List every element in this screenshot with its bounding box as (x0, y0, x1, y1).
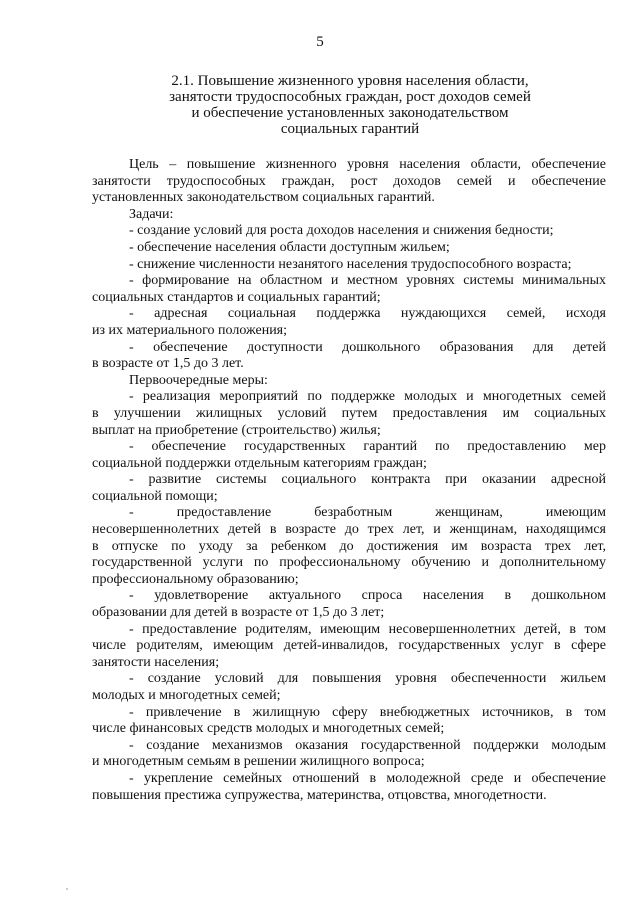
body-line: в возрасте от 1,5 до 3 лет. (92, 356, 244, 372)
section-title (150, 73, 550, 137)
body-line: занятости населения; (92, 654, 220, 670)
body-line: занятости трудоспособных граждан, рост доходов семей и обеспечение (92, 173, 606, 189)
body-line: - формирование на областном и местном уровнях системы минимальных (129, 273, 606, 289)
section-title-line: занятости трудоспособных граждан, рост доходов семей (169, 89, 531, 105)
body-line: - обеспечение государственных гарантий по предоставлению мер (129, 439, 606, 455)
section-title-line: и обеспечение установленных законодательством (191, 105, 509, 121)
body-line: образовании для детей в возрасте от 1,5 до 3 лет; (92, 605, 385, 621)
scan-speck (66, 888, 68, 890)
body-line: в улучшении жилищных условий путем предоставления им социальных (92, 405, 606, 421)
body-line: молодых и многодетных семей; (92, 688, 281, 703)
body-line: и многодетным семьям в решении жилищного вопроса; (92, 754, 425, 770)
body-line: установленных законодательством социальных гарантий. (92, 190, 435, 206)
body-line: числе финансовых средств молодых и многодетных семей; (92, 721, 445, 737)
body-line: Первоочередные меры: (129, 372, 268, 388)
body-line: - создание условий для роста доходов населения и снижения бедности; (129, 223, 554, 239)
body-line: социальной помощи; (92, 488, 218, 504)
body-line: - укрепление семейных отношений в молодежной среде и обеспечение (129, 770, 606, 786)
page-number: 5 (316, 34, 324, 50)
body-line: - развитие системы социального контракта при оказании адресной (129, 472, 606, 488)
body-line: - предоставление безработным женщинам, имеющим (129, 505, 606, 521)
body-line: числе родителям, имеющим детей-инвалидов, государственных услуг в сфере (92, 638, 606, 654)
body-line: - снижение численности незанятого населения трудоспособного возраста; (129, 256, 572, 272)
section-title-line: социальных гарантий (280, 121, 420, 137)
body-line: - обеспечение доступности дошкольного образования для детей (129, 339, 606, 355)
body-line: государственной услуги по профессиональному обучению и дополнительному (92, 555, 606, 571)
body-line: - реализация мероприятий по поддержке молодых и многодетных семей (129, 389, 606, 405)
body-line: - создание механизмов оказания государственной поддержки молодым (129, 737, 606, 753)
body-line: - привлечение в жилищную сферу внебюджетных источников, в том (129, 704, 606, 720)
body-line: из их материального положения; (92, 322, 288, 338)
body-line: - создание условий для повышения уровня обеспеченности жильем (129, 671, 606, 687)
body-line: несовершеннолетних детей в возрасте до трех лет, и женщинам, находящимся (92, 522, 606, 538)
section-title-line: 2.1. Повышение жизненного уровня населения области, (171, 73, 529, 89)
body-line: в отпуске по уходу за ребенком до достижения им возраста трех лет, (92, 538, 606, 554)
body-line: социальных стандартов и социальных гарантий; (92, 289, 381, 305)
body-line: - удовлетворение актуального спроса населения в дошкольном (129, 588, 606, 604)
body-line: Цель – повышение жизненного уровня населения области, обеспечение (129, 157, 606, 172)
body-line: - предоставление родителям, имеющим несовершеннолетних детей, в том (129, 621, 606, 637)
body-line: Задачи: (129, 206, 174, 222)
body-line: - адресная социальная поддержка нуждающихся семей, исходя (129, 306, 606, 322)
body-line: - обеспечение населения области доступным жильем; (129, 239, 450, 255)
body-text (92, 157, 606, 804)
body-line: выплат на приобретение (строительство) жилья; (92, 422, 381, 438)
body-line: социальной поддержки отдельным категориям граждан; (92, 455, 427, 471)
body-line: повышения престижа супружества, материнства, отцовства, многодетности. (92, 787, 547, 803)
body-line: профессиональному образованию; (92, 571, 299, 587)
